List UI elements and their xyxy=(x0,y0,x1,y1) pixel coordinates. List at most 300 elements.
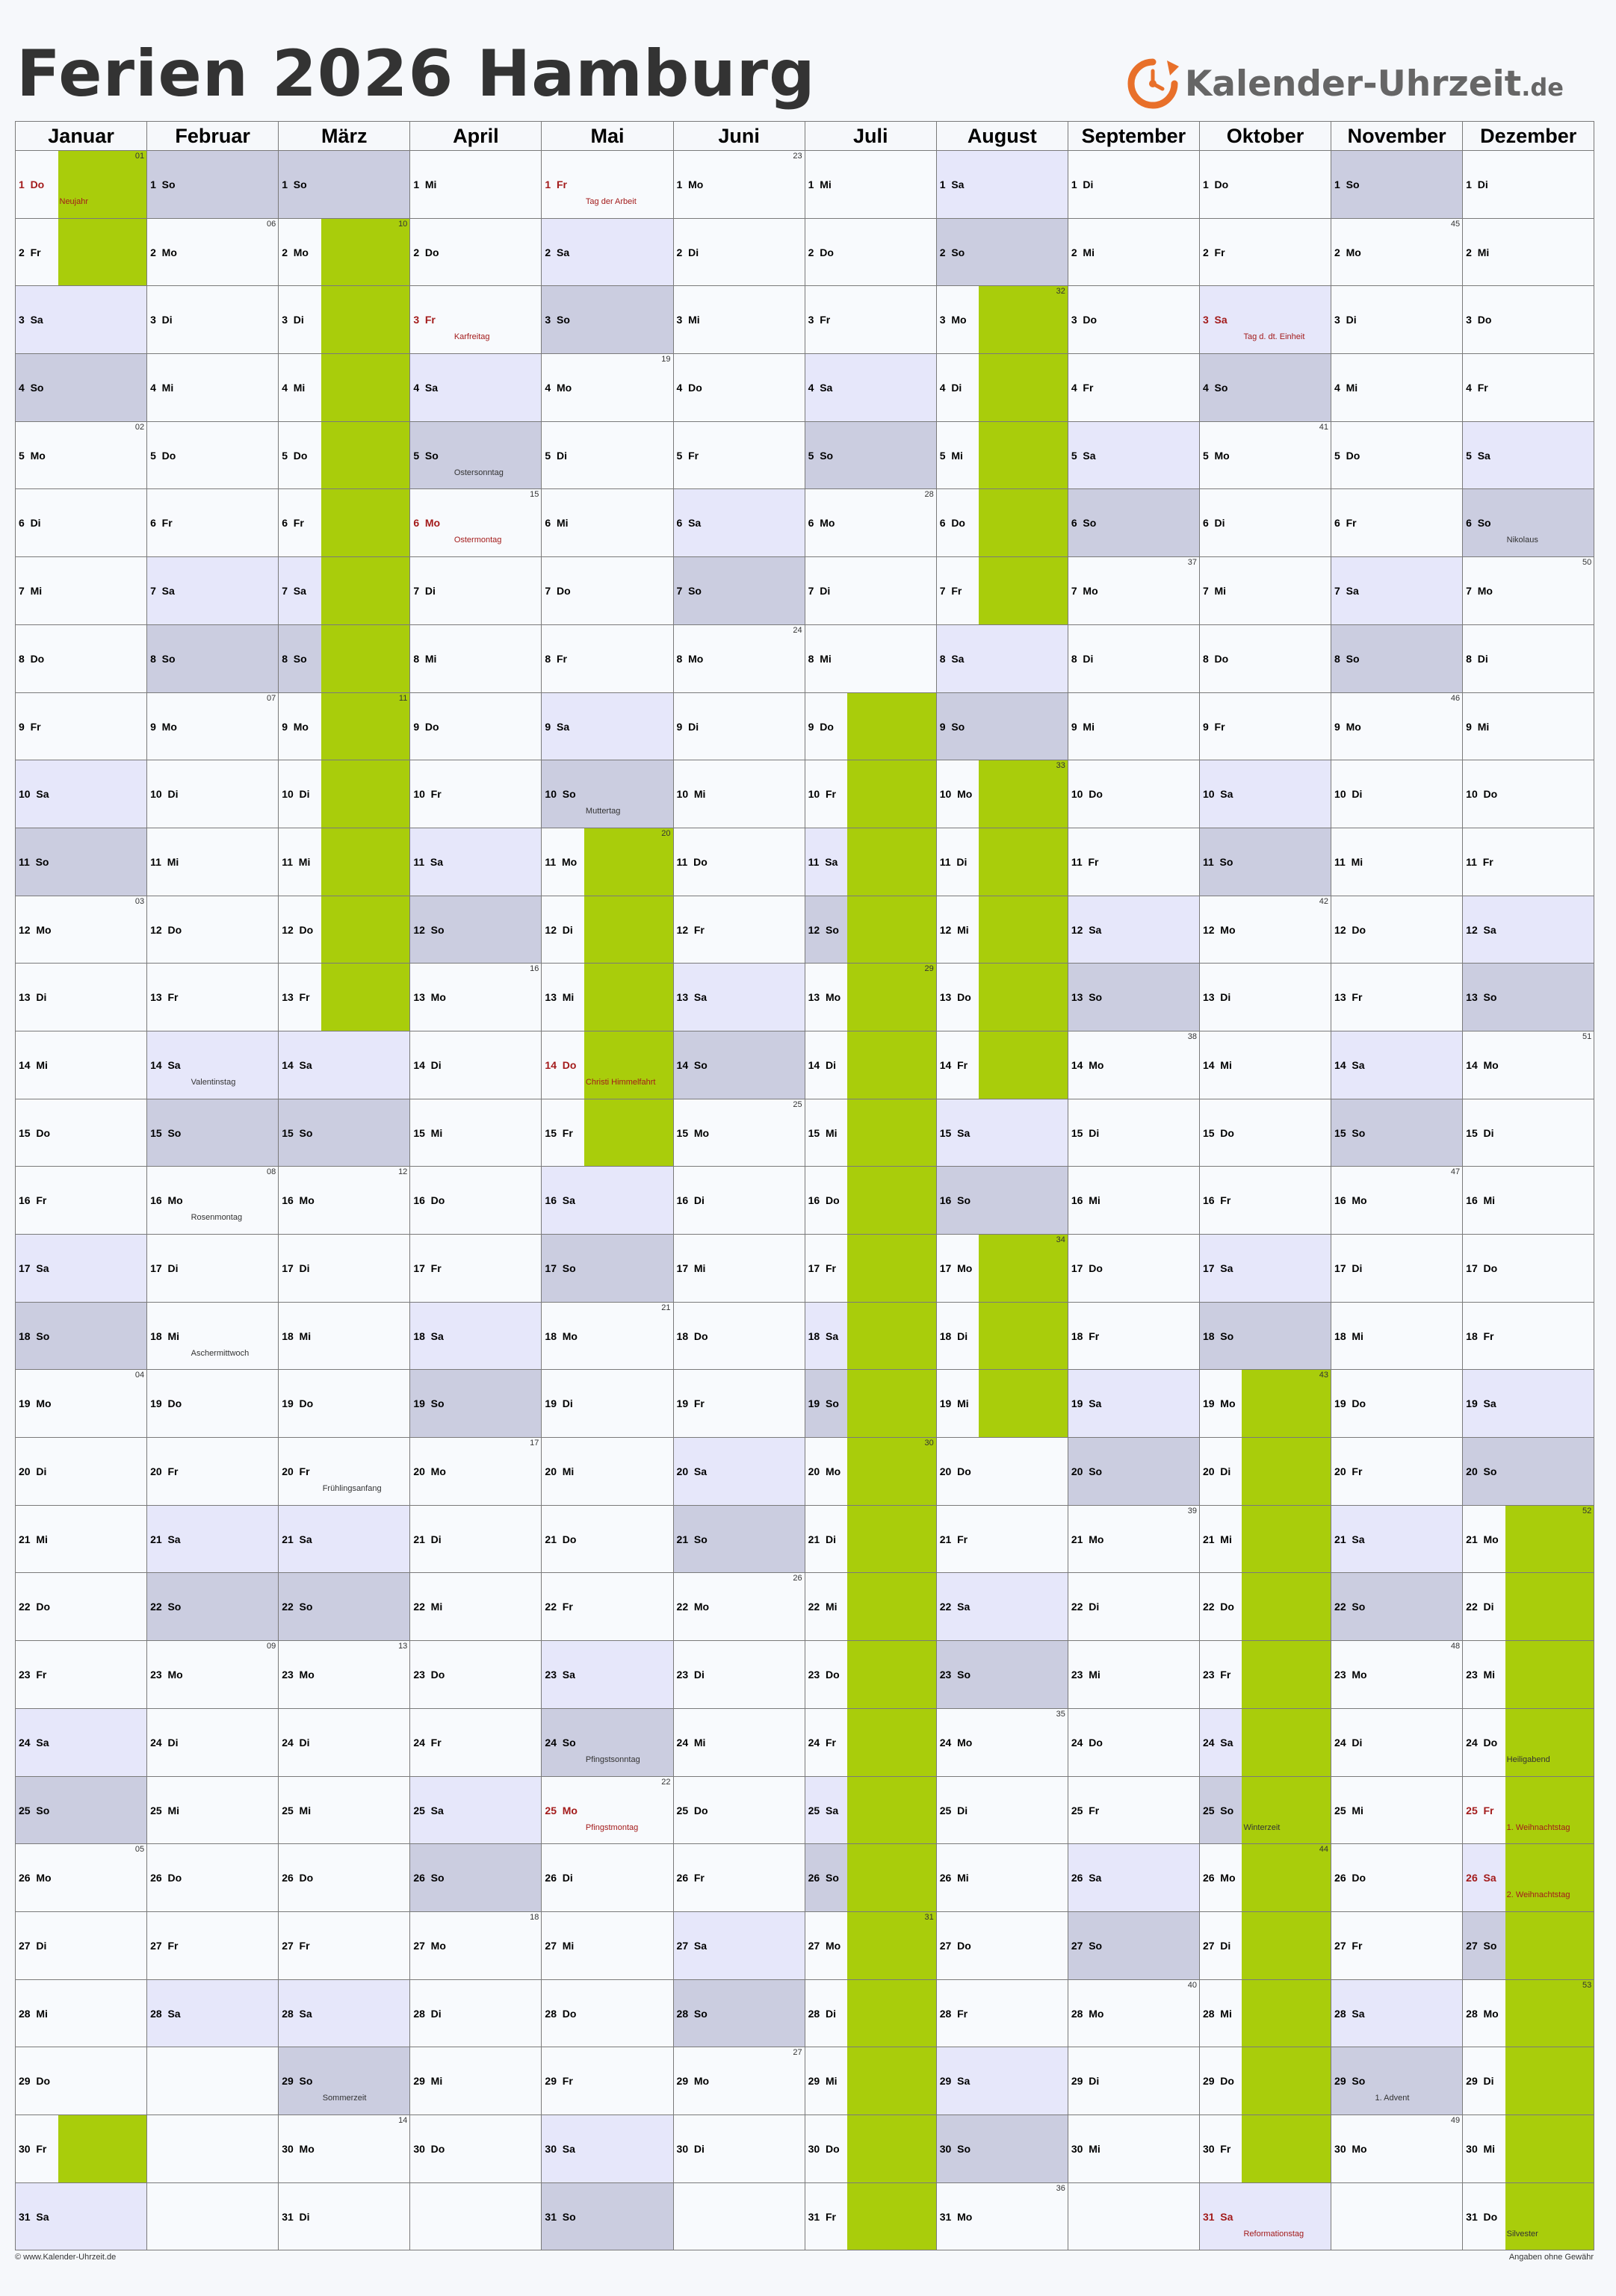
day-row xyxy=(16,1776,1594,1844)
day-label-cell xyxy=(673,1505,716,1573)
day-note-cell xyxy=(847,692,936,760)
day-note-cell xyxy=(321,1776,410,1844)
day-number: 12 Do xyxy=(150,923,182,936)
day-row xyxy=(16,286,1594,354)
day-note-cell xyxy=(847,354,936,422)
week-number: 27 xyxy=(793,2048,802,2058)
day-note-cell xyxy=(321,1911,410,1979)
day-label-cell xyxy=(147,828,190,896)
day-number: 26 So xyxy=(413,1872,445,1884)
day-note-cell xyxy=(453,218,542,286)
day-note-cell xyxy=(321,1235,410,1303)
day-label-cell xyxy=(147,218,190,286)
day-label-cell xyxy=(936,1167,979,1235)
week-number: 20 xyxy=(661,828,671,838)
day-number: 18 Di xyxy=(939,1329,968,1342)
day-note-cell xyxy=(584,489,673,557)
day-note-cell xyxy=(1242,1641,1331,1709)
day-label-cell xyxy=(542,1979,584,2047)
day-note-cell xyxy=(453,828,542,896)
day-number: 21 Mi xyxy=(19,1533,48,1545)
day-number: 1 Di xyxy=(1071,179,1094,190)
day-number: 11 So xyxy=(1202,855,1233,868)
day-note-cell xyxy=(321,1641,410,1709)
day-label-cell xyxy=(673,1235,716,1303)
week-number: 04 xyxy=(134,1371,145,1380)
day-number: 9 Fr xyxy=(1202,720,1225,733)
day-row xyxy=(16,1167,1594,1235)
day-label-cell xyxy=(410,1370,453,1438)
day-note-cell xyxy=(1242,1235,1331,1303)
day-number: 24 Fr xyxy=(413,1736,442,1749)
day-number: 25 Mi xyxy=(150,1804,180,1816)
day-label-cell xyxy=(147,1099,190,1167)
day-note-cell xyxy=(979,1099,1068,1167)
day-number: 2 Fr xyxy=(19,246,41,258)
day-number: 7 Sa xyxy=(282,585,306,598)
day-number: 2 Sa xyxy=(545,246,570,258)
day-label-cell xyxy=(279,828,321,896)
day-row xyxy=(16,1302,1594,1370)
day-label-cell xyxy=(147,421,190,489)
day-number: 6 Fr xyxy=(150,517,173,530)
day-label-cell xyxy=(1463,624,1505,692)
month-header: März xyxy=(279,122,410,151)
day-number: 20 Di xyxy=(1202,1465,1231,1478)
day-number: 19 So xyxy=(413,1397,445,1410)
day-number: 21 Fr xyxy=(939,1533,968,1545)
month-header: April xyxy=(410,122,542,151)
day-event: Valentinstag xyxy=(191,1077,236,1087)
day-label-cell xyxy=(1068,1302,1110,1370)
day-number: 16 Fr xyxy=(19,1194,47,1207)
day-label-cell xyxy=(1463,421,1505,489)
day-label-cell xyxy=(1463,1979,1505,2047)
day-number: 10 Do xyxy=(1466,788,1498,801)
day-event: 2. Weihnachtstag xyxy=(1506,1890,1570,1900)
day-label-cell xyxy=(410,1302,453,1370)
day-note-cell xyxy=(190,1979,279,2047)
footer-disclaimer: Angaben ohne Gewähr xyxy=(1508,2253,1594,2262)
day-number: 24 Sa xyxy=(19,1736,49,1749)
day-number: 30 Do xyxy=(808,2142,840,2155)
day-note-cell xyxy=(847,489,936,557)
day-label-cell xyxy=(1463,1031,1505,1099)
day-note-cell xyxy=(190,286,279,354)
day-number: 18 Fr xyxy=(1071,1329,1100,1342)
day-event: Muttertag xyxy=(585,807,621,816)
day-number: 15 So xyxy=(282,1126,313,1139)
day-number: 23 Fr xyxy=(19,1669,47,1681)
day-number: 24 Do xyxy=(1071,1736,1103,1749)
day-note-cell xyxy=(716,151,805,219)
day-note-cell xyxy=(847,1708,936,1776)
day-number: 25 Do xyxy=(676,1804,708,1816)
day-number: 14 Mi xyxy=(1202,1058,1232,1071)
day-label-cell xyxy=(16,760,58,828)
day-number: 15 Di xyxy=(1071,1126,1100,1139)
day-note-cell xyxy=(979,1911,1068,1979)
day-note-cell xyxy=(847,2115,936,2182)
day-label-cell xyxy=(410,1235,453,1303)
day-number: 16 Mi xyxy=(1466,1194,1496,1207)
day-label-cell xyxy=(410,624,453,692)
day-label-cell xyxy=(16,964,58,1031)
day-note-cell xyxy=(1505,2182,1594,2250)
day-label-cell xyxy=(1199,1573,1242,1641)
day-number: 28 Do xyxy=(545,2007,577,2020)
day-number: 29 Di xyxy=(1466,2075,1494,2088)
day-label-cell xyxy=(279,1979,321,2047)
day-note-cell xyxy=(1505,1099,1594,1167)
day-number: 7 Mo xyxy=(1466,585,1493,598)
day-number: 20 Mo xyxy=(413,1465,446,1478)
day-label-cell xyxy=(16,1641,58,1709)
day-note-cell xyxy=(58,1911,147,1979)
day-event: 1. Weihnachtstag xyxy=(1506,1822,1570,1832)
day-label-cell xyxy=(16,489,58,557)
day-number: 3 Di xyxy=(1334,314,1357,326)
day-number: 8 Do xyxy=(1202,652,1229,665)
day-note-cell xyxy=(190,624,279,692)
day-number: 5 So xyxy=(808,449,834,462)
day-label-cell xyxy=(542,896,584,964)
day-note-cell xyxy=(58,624,147,692)
day-number: 29 Mi xyxy=(413,2075,443,2088)
week-number: 31 xyxy=(924,1912,934,1922)
week-number: 02 xyxy=(134,422,145,432)
empty-cell xyxy=(190,2047,279,2115)
day-note-cell xyxy=(584,1031,673,1099)
day-label-cell xyxy=(1068,218,1110,286)
day-number: 12 Di xyxy=(545,923,573,936)
day-number: 9 So xyxy=(939,720,965,733)
day-label-cell xyxy=(147,354,190,422)
day-label-cell xyxy=(542,1235,584,1303)
day-number: 4 So xyxy=(19,382,44,394)
month-header: Juli xyxy=(805,122,936,151)
day-label-cell xyxy=(410,218,453,286)
day-number: 24 Mi xyxy=(676,1736,706,1749)
day-label-cell xyxy=(936,1031,979,1099)
day-label-cell xyxy=(1199,896,1242,964)
day-label-cell xyxy=(16,1505,58,1573)
day-note-cell xyxy=(1242,1844,1331,1912)
day-note-cell xyxy=(1374,896,1463,964)
day-note-cell xyxy=(58,421,147,489)
day-note-cell xyxy=(1374,1438,1463,1506)
day-label-cell xyxy=(673,218,716,286)
day-note-cell xyxy=(979,1438,1068,1506)
day-label-cell xyxy=(16,624,58,692)
week-number: 41 xyxy=(1319,422,1329,432)
day-label-cell xyxy=(1199,1979,1242,2047)
day-note-cell xyxy=(1505,1505,1594,1573)
day-label-cell xyxy=(279,1031,321,1099)
day-label-cell xyxy=(936,2115,979,2182)
day-note-cell xyxy=(584,2182,673,2250)
day-label-cell xyxy=(410,692,453,760)
day-number: 1 Do xyxy=(1202,179,1229,190)
day-note-cell xyxy=(1374,354,1463,422)
day-row xyxy=(16,1099,1594,1167)
day-label-cell xyxy=(410,1776,453,1844)
day-note-cell xyxy=(190,692,279,760)
day-number: 21 Sa xyxy=(150,1533,181,1545)
day-label-cell xyxy=(279,1302,321,1370)
day-note-cell xyxy=(1242,2182,1331,2250)
day-note-cell xyxy=(1110,1031,1199,1099)
day-label-cell xyxy=(1199,1641,1242,1709)
day-label-cell xyxy=(279,760,321,828)
day-label-cell xyxy=(279,151,321,219)
day-label-cell xyxy=(16,1370,58,1438)
clock-arrow-icon xyxy=(1125,56,1180,111)
day-label-cell xyxy=(410,354,453,422)
day-label-cell xyxy=(279,1776,321,1844)
day-number: 31 Do xyxy=(1466,2210,1498,2223)
day-label-cell xyxy=(1331,1302,1374,1370)
day-row xyxy=(16,1641,1594,1709)
day-note-cell xyxy=(847,1167,936,1235)
day-number: 22 Mo xyxy=(676,1601,710,1613)
day-note-cell xyxy=(58,1844,147,1912)
day-label-cell xyxy=(410,1641,453,1709)
day-note-cell xyxy=(1110,1573,1199,1641)
day-note-cell xyxy=(716,692,805,760)
day-note-cell xyxy=(1505,2115,1594,2182)
day-label-cell xyxy=(279,1099,321,1167)
day-label-cell xyxy=(1331,557,1374,625)
day-label-cell xyxy=(147,964,190,1031)
day-note-cell xyxy=(979,1641,1068,1709)
day-label-cell xyxy=(936,1844,979,1912)
day-label-cell xyxy=(1068,1235,1110,1303)
day-label-cell xyxy=(1331,828,1374,896)
week-number: 22 xyxy=(661,1777,671,1787)
day-note-cell xyxy=(1374,1573,1463,1641)
day-note-cell xyxy=(584,624,673,692)
month-header: Dezember xyxy=(1463,122,1594,151)
day-note-cell xyxy=(453,760,542,828)
day-label-cell xyxy=(673,489,716,557)
day-label-cell xyxy=(673,964,716,1031)
day-note-cell xyxy=(1242,1302,1331,1370)
day-label-cell xyxy=(1331,151,1374,219)
day-number: 30 Fr xyxy=(19,2142,47,2155)
empty-cell xyxy=(190,2182,279,2250)
day-number: 21 Mi xyxy=(1202,1533,1232,1545)
day-number: 15 So xyxy=(1334,1126,1366,1139)
day-note-cell xyxy=(979,624,1068,692)
day-label-cell xyxy=(1199,964,1242,1031)
day-label-cell xyxy=(936,896,979,964)
day-number: 30 Mi xyxy=(1071,2142,1100,2155)
day-number: 13 Do xyxy=(939,991,971,1004)
day-note-cell xyxy=(58,896,147,964)
day-label-cell xyxy=(16,421,58,489)
day-number: 20 Sa xyxy=(676,1465,708,1478)
day-label-cell xyxy=(936,624,979,692)
day-note-cell xyxy=(1505,2047,1594,2115)
day-note-cell xyxy=(321,151,410,219)
day-number: 23 Mo xyxy=(1334,1669,1367,1681)
day-number: 20 Mo xyxy=(808,1465,841,1478)
day-number: 19 Mo xyxy=(1202,1397,1236,1410)
day-note-cell xyxy=(1242,2047,1331,2115)
day-label-cell xyxy=(1199,760,1242,828)
day-number: 22 So xyxy=(282,1601,313,1613)
day-number: 5 Di xyxy=(545,449,567,462)
day-number: 9 Mo xyxy=(1334,720,1361,733)
day-label-cell xyxy=(936,1573,979,1641)
day-note-cell xyxy=(453,1505,542,1573)
day-note-cell xyxy=(1505,1776,1594,1844)
day-label-cell xyxy=(410,1911,453,1979)
day-number: 7 Mo xyxy=(1071,585,1098,598)
day-label-cell xyxy=(1068,964,1110,1031)
day-label-cell xyxy=(805,1979,847,2047)
day-number: 7 Di xyxy=(808,585,831,598)
day-label-cell xyxy=(16,1708,58,1776)
day-number: 14 Fr xyxy=(939,1058,968,1071)
week-number: 26 xyxy=(793,1574,802,1583)
day-number: 23 Fr xyxy=(1202,1669,1231,1681)
day-note-cell xyxy=(584,1370,673,1438)
day-note-cell xyxy=(321,1167,410,1235)
day-label-cell xyxy=(279,557,321,625)
day-label-cell xyxy=(936,1911,979,1979)
day-note-cell xyxy=(979,1302,1068,1370)
day-number: 26 Mo xyxy=(1202,1872,1236,1884)
day-label-cell xyxy=(279,421,321,489)
week-number: 13 xyxy=(398,1642,408,1651)
day-number: 14 Di xyxy=(808,1058,836,1071)
day-label-cell xyxy=(16,1438,58,1506)
day-number: 15 Do xyxy=(19,1126,51,1139)
day-note-cell xyxy=(1110,1099,1199,1167)
day-row xyxy=(16,2115,1594,2182)
day-number: 3 So xyxy=(545,314,570,326)
day-number: 27 Fr xyxy=(282,1939,310,1952)
day-number: 8 So xyxy=(150,652,176,665)
week-number: 35 xyxy=(1056,1709,1065,1719)
day-label-cell xyxy=(1068,896,1110,964)
logo[interactable] xyxy=(1125,54,1564,114)
month-header: Januar xyxy=(16,122,147,151)
day-note-cell xyxy=(1505,489,1594,557)
day-label-cell xyxy=(1068,1776,1110,1844)
day-note-cell xyxy=(847,624,936,692)
day-label-cell xyxy=(936,1979,979,2047)
day-label-cell xyxy=(279,896,321,964)
day-number: 15 Mi xyxy=(808,1126,838,1139)
week-number: 52 xyxy=(1582,1506,1592,1515)
day-label-cell xyxy=(1199,1235,1242,1303)
day-number: 4 Sa xyxy=(413,382,439,394)
day-note-cell xyxy=(716,2047,805,2115)
day-number: 3 Fr xyxy=(413,314,436,326)
day-number: 24 Fr xyxy=(808,1736,836,1749)
day-note-cell xyxy=(979,557,1068,625)
day-note-cell xyxy=(979,692,1068,760)
day-label-cell xyxy=(936,760,979,828)
day-number: 12 So xyxy=(808,923,839,936)
day-number: 6 Fr xyxy=(1334,517,1357,530)
day-label-cell xyxy=(16,1979,58,2047)
day-number: 3 Fr xyxy=(808,314,831,326)
day-note-cell xyxy=(190,828,279,896)
day-label-cell xyxy=(1199,1099,1242,1167)
day-note-cell xyxy=(847,760,936,828)
day-note-cell xyxy=(453,1573,542,1641)
week-number: 49 xyxy=(1450,2115,1461,2125)
week-number: 10 xyxy=(398,219,408,229)
empty-cell xyxy=(716,2182,805,2250)
week-number: 05 xyxy=(134,1845,145,1855)
day-number: 14 Sa xyxy=(150,1058,181,1071)
day-note-cell xyxy=(58,1505,147,1573)
day-label-cell xyxy=(1068,151,1110,219)
day-label-cell xyxy=(805,354,847,422)
day-label-cell xyxy=(1068,1167,1110,1235)
day-note-cell xyxy=(453,1167,542,1235)
day-note-cell xyxy=(584,218,673,286)
month-header: Mai xyxy=(542,122,673,151)
day-note-cell xyxy=(979,354,1068,422)
day-number: 17 Do xyxy=(1071,1262,1103,1274)
day-number: 27 Mo xyxy=(413,1939,446,1952)
day-note-cell xyxy=(584,2115,673,2182)
day-event: Aschermittwoch xyxy=(191,1348,250,1358)
day-note-cell xyxy=(1110,1641,1199,1709)
day-note-cell xyxy=(190,1708,279,1776)
day-note-cell xyxy=(584,1979,673,2047)
week-number: 23 xyxy=(793,152,802,161)
day-note-cell xyxy=(58,760,147,828)
day-label-cell xyxy=(1068,1641,1110,1709)
day-note-cell xyxy=(1110,828,1199,896)
day-label-cell xyxy=(147,1641,190,1709)
day-label-cell xyxy=(936,421,979,489)
day-note-cell xyxy=(58,692,147,760)
day-event: Frühlingsanfang xyxy=(322,1484,382,1494)
day-note-cell xyxy=(58,1776,147,1844)
day-number: 10 Mo xyxy=(939,788,973,801)
day-label-cell xyxy=(1463,1708,1505,1776)
day-note-cell xyxy=(584,1167,673,1235)
day-label-cell xyxy=(805,1505,847,1573)
day-note-cell xyxy=(1505,1438,1594,1506)
day-number: 8 Di xyxy=(1466,652,1488,665)
week-number: 45 xyxy=(1450,219,1461,229)
day-note-cell xyxy=(1242,624,1331,692)
day-note-cell xyxy=(190,1844,279,1912)
day-note-cell xyxy=(1374,1979,1463,2047)
day-note-cell xyxy=(1505,692,1594,760)
day-label-cell xyxy=(805,1167,847,1235)
week-number: 37 xyxy=(1187,558,1197,568)
day-note-cell xyxy=(1374,760,1463,828)
day-number: 10 Do xyxy=(1071,788,1103,801)
day-note-cell xyxy=(1110,218,1199,286)
day-note-cell xyxy=(1242,151,1331,219)
week-number: 25 xyxy=(793,1099,802,1109)
day-label-cell xyxy=(542,489,584,557)
day-label-cell xyxy=(1199,1302,1242,1370)
day-note-cell xyxy=(716,286,805,354)
day-number: 6 Mo xyxy=(808,517,835,530)
